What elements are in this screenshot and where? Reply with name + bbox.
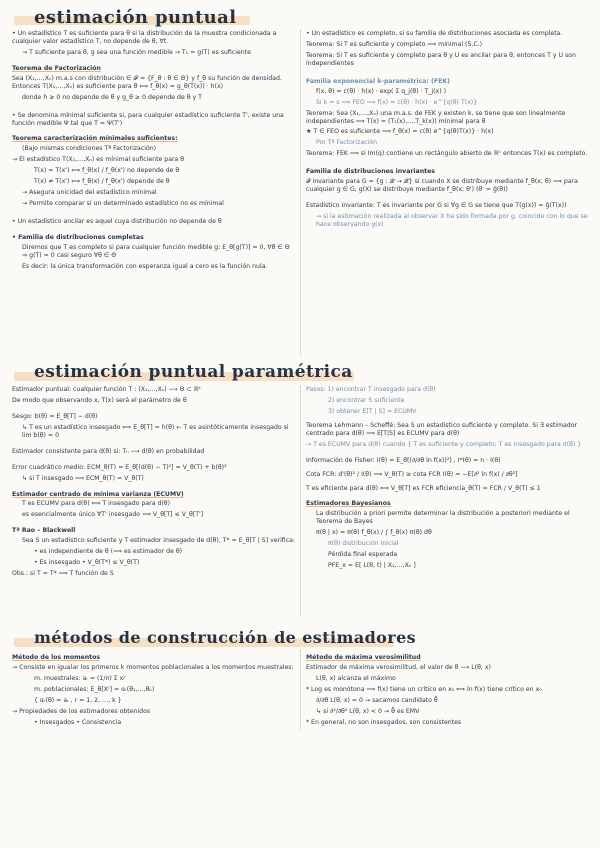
column-divider [300, 30, 301, 356]
subheading: Estimador centrado de mínima varianza (ECUMV) [12, 490, 184, 498]
subheading: Teorema de Factorización [12, 64, 101, 72]
text-line: Teorema: FEK ⟹ si Im(q) contiene un rectángulo abierto de ℝᵏ entonces T(x) es completo. [306, 150, 588, 158]
subheading: Teorema caracterización mínimales suficientes: [12, 135, 178, 143]
text-line: 3) obtener E[T | S] = ECUMV [328, 407, 417, 415]
text-line: Estadístico invariante: T es invariante por G si ∀g ∈ G se tiene que T(g(x)) = ĝ(T(x)) [306, 202, 567, 210]
formula-line: f(x, θ) = c(θ) · h(x) · exp( Σ q_j(θ) · T_j(x) ) [316, 87, 446, 95]
text-line: ★ T ∈ FEO es suficiente ⟹ f_θ(x) = c(θ) e^{q(θ)T(x)} · h(x) [306, 128, 494, 136]
formula-line: m. muestrales: aᵣ = (1/n) Σ xᵢʳ [34, 674, 126, 682]
section3-left-column [12, 650, 296, 730]
text-line: T es ECUMV para d(θ) ⟺ T insesgado para d(θ) [22, 500, 171, 508]
text-line: → T suficiente para θ, g sea una función medible → T₁ = g(T) es suficiente [22, 48, 251, 56]
text-line: * Log es monótona ⟹ f(x) tiene un crítico en x₀ ⟺ ln f(x) tiene crítico en x₀ [306, 685, 542, 693]
text-line: De modo que observando x, T(x) será el parámetro de θ [12, 396, 187, 404]
text-line: L(θ, x) alcanza el máximo [316, 674, 396, 682]
text-line: Sea S un estadístico suficiente y T estimador insesgado de d(θ), T* = E_θ[T | S] verifica: [22, 537, 295, 545]
formula-line: m. poblacionales: E_θ[Xʳ] = αᵣ(θ₁,…,θₖ) [34, 685, 155, 693]
section1-left-column [12, 30, 294, 274]
formula-line: T es eficiente para d(θ) ⟺ V_θ[T] es FCR eficiencia_θ(T) = FCR / V_θ(T) ≤ 1 [306, 484, 541, 492]
formula-line: ↳ si ∂²/∂θ² L(θ, x) < 0 → θ̂ es EMV [316, 707, 420, 715]
formula-line: Si k = s ⟹ FEO ⟹ f(x) = c(θ) · h(x) · e^{q(θ) T(x)} [316, 98, 478, 106]
text-line: * En general, no son insesgados, son consistentes [306, 718, 462, 726]
text-line: → T es ECUMV para d(θ) cuando { T es suficiente y completo; T es insesgado para d(θ) } [306, 440, 582, 448]
text-line: Estimador de máxima verosimilitud, el valor de θ ⟶ L(θ, x) [306, 663, 491, 671]
text-line: Obs.: si T = T* ⟹ T función de S [12, 570, 114, 578]
text-line: Estimador consistente para d(θ) si: Tₙ ⟶ d(θ) en probabilidad [12, 447, 205, 455]
text-line: → si la estimación realizada al observar X ha sido formada por g, coincide con lo que se hace observando g(x) [316, 213, 588, 228]
section-title-metodos: métodos de construcción de estimadores [34, 628, 417, 647]
text-line: → Propiedades de los estimadores obtenidos [12, 707, 151, 715]
text-line: ↳ T es un estadístico insesgado ⟺ E_θ[T] = h(θ) ← T es asintóticamente insesgado si lim b(θ) = 0 [22, 423, 289, 439]
text-line: Teorema Lehmann – Scheffé: Sea S un estadístico suficiente y completo. Si ∃ estimador centrado para d(θ) ⟹ E[T|S] es ECUMV para d(θ) [306, 421, 578, 437]
text-line: es esencialmente único ∀T' insesgado ⟹ V_θ[T] ≤ V_θ[T'] [22, 511, 204, 519]
text-line: Pasos: 1) encontrar T insesgado para d(θ) [306, 386, 436, 393]
text-line: Error cuadrático medio: ECM_θ(T) = E_θ[(d(θ) − T)²] = V_θ(T) + b(θ)² [12, 463, 227, 471]
formula-line: π(θ | x) = π(θ) f_θ(x) / ∫ f_θ(x) π(θ) dθ [316, 529, 432, 537]
subheading: Tª Rao – Blackwell [12, 527, 76, 535]
text-line: Teorema: Sea (X₁,…,Xₙ) una m.a.s. de FEK y existen k, se tiene que son linealmente independientes ⟹ T(x) = (T₁(x),…,T_k(x)) mínimal para θ [306, 109, 566, 125]
text-line: • Un estadístico ancilar es aquel cuya distribución no depende de θ [12, 218, 222, 225]
subheading: Método de máxima verosimilitud [306, 654, 421, 661]
subheading: • Familia de distribuciones completas [12, 233, 144, 241]
section2-left-column [12, 386, 296, 581]
section2-right-column [306, 386, 590, 573]
subheading: Familia exponencial k-paramétrica: (FEK) [306, 77, 450, 85]
text-line: Sesgo: b(θ) = E_θ[T] − d(θ) [12, 412, 98, 420]
text-line: → Asegura unicidad del estadístico mínimal [22, 189, 157, 197]
subheading: Familia de distribuciones invariantes [306, 168, 435, 176]
text-line: • Es insesgado • V_θ(T*) ≤ V_θ(T) [34, 559, 140, 567]
section-title-estimacion-puntual-parametrica: estimación puntual paramétrica [34, 362, 353, 382]
text-line: • Insesgados • Consistencia [34, 718, 122, 726]
text-line: → Consiste en igualar los primeros k momentos poblacionales a los momentos muestrales: [12, 663, 294, 671]
text-line: • Un estadístico es completo, si su familia de distribuciones asociada es completa. [306, 30, 563, 37]
subheading: Estimadores Bayesianos [306, 500, 391, 508]
text-line: Pérdida final esperada [328, 551, 398, 559]
text-line: (Bajo mismas condiciones Tª Factorización) [22, 145, 157, 153]
text-line: Diremos que T es completo si para cualquier función medible g: E_θ[g(T)] = 0, ∀θ ∈ Θ ⇒ g(T) = 0 casi seguro ∀θ ∈ Θ [22, 243, 290, 259]
text-line: → El estadístico T(X₁,…,Xₙ) es mínimal suficiente para θ [12, 156, 185, 164]
text-line: Teorema: Si T es suficiente y completo ⟹ mínimal (S.C.) [306, 40, 483, 48]
text-line: 2) encontrar S suficiente [328, 396, 405, 404]
text-line: Sea (X₁,…,Xₙ) m.a.s con distribución ∈ 𝓕 = {F_θ : θ ∈ Θ} y f_θ su función de densidad. Entonces T(X₁,…,Xₙ) es suficiente para θ ⟺ f_θ(x) = g_θ(T(x)) · h(x) [12, 74, 282, 90]
text-line: Por Tª Factorización [316, 139, 377, 147]
subheading: Método de los momentos [12, 654, 101, 661]
column-divider [300, 650, 301, 730]
text-line: T(x) ≠ T(x') ⟺ f_θ(x) / f_θ(x') depende de θ [34, 178, 170, 186]
text-line: T(x) = T(x') ⟺ f_θ(x) / f_θ(x') no depende de θ [34, 167, 180, 175]
text-line: Estimador puntual: cualquier función T : (X₁,…,Xₙ) ⟶ Θ ⊂ ℝᵏ [12, 386, 202, 393]
text-line: • Se denomina mínimal suficiente si, para cualquier estadístico suficiente T', existe una función medible Ψ tal que T = Ψ(T') [12, 111, 284, 127]
formula-line: PFE_x = E[ L(θ, t) | X₁,…,Xₙ ] [328, 562, 416, 570]
formula-line: Información de Fisher: I(θ) = E_θ[(∂/∂θ ln f(x))²] , I*(θ) = n · I(θ) [306, 456, 501, 464]
text-line: ↳ si T insesgado ⟹ ECM_θ(T) = V_θ(T) [22, 474, 144, 482]
section1-right-column [306, 30, 590, 232]
section3-right-column [306, 650, 590, 730]
column-divider [300, 386, 301, 616]
text-line: • es independiente de θ (⟹ es estimador de θ) [34, 548, 183, 556]
text-line: donde h ≥ 0 no depende de θ y g_θ ≥ 0 depende de θ y T [22, 93, 202, 101]
formula-line: { αᵣ(θ) = aᵣ , r = 1, 2, …, k } [34, 696, 122, 704]
text-line: π(θ) distribución inicial [328, 540, 399, 548]
text-line: Teorema: Si T es suficiente y completo para θ y U es ancilar para θ, entonces T y U son independientes [306, 51, 576, 67]
text-line: • Un estadístico T es suficiente para θ si la distribución de la muestra condicionada a cualquier valor estadístico T, no depende de θ, ∀t. [12, 30, 277, 45]
text-line: La distribución a priori permite determinar la distribución a posteriori mediante el Teorema de Bayes [316, 510, 570, 526]
text-line: 𝓕 invariante para G = {g : 𝓧 → 𝓧} si cuando X se distribuye mediante f_θ(x; θ) ⟹ para cualquier g ∈ G, g(X) se distribuye mediante f_θ(x; θ') (θ' = ĝ(θ)) [306, 178, 578, 194]
formula-line: Cota FCR: d'(θ)² / I(θ) ⟹ V_θ(T) ≥ cota FCR I(θ) = −E[∂² ln f(x) / ∂θ²] [306, 470, 518, 478]
formula-line: ∂/∂θ L(θ, x) = 0 → sacamos candidato θ̂ [316, 696, 438, 704]
section-title-estimacion-puntual: estimación puntual [34, 7, 237, 28]
text-line: Es decir: la única transformación con esperanza igual a cero es la función nula. [22, 262, 268, 270]
text-line: → Permite comparar si un determinado estadístico no es mínimal [22, 200, 224, 208]
